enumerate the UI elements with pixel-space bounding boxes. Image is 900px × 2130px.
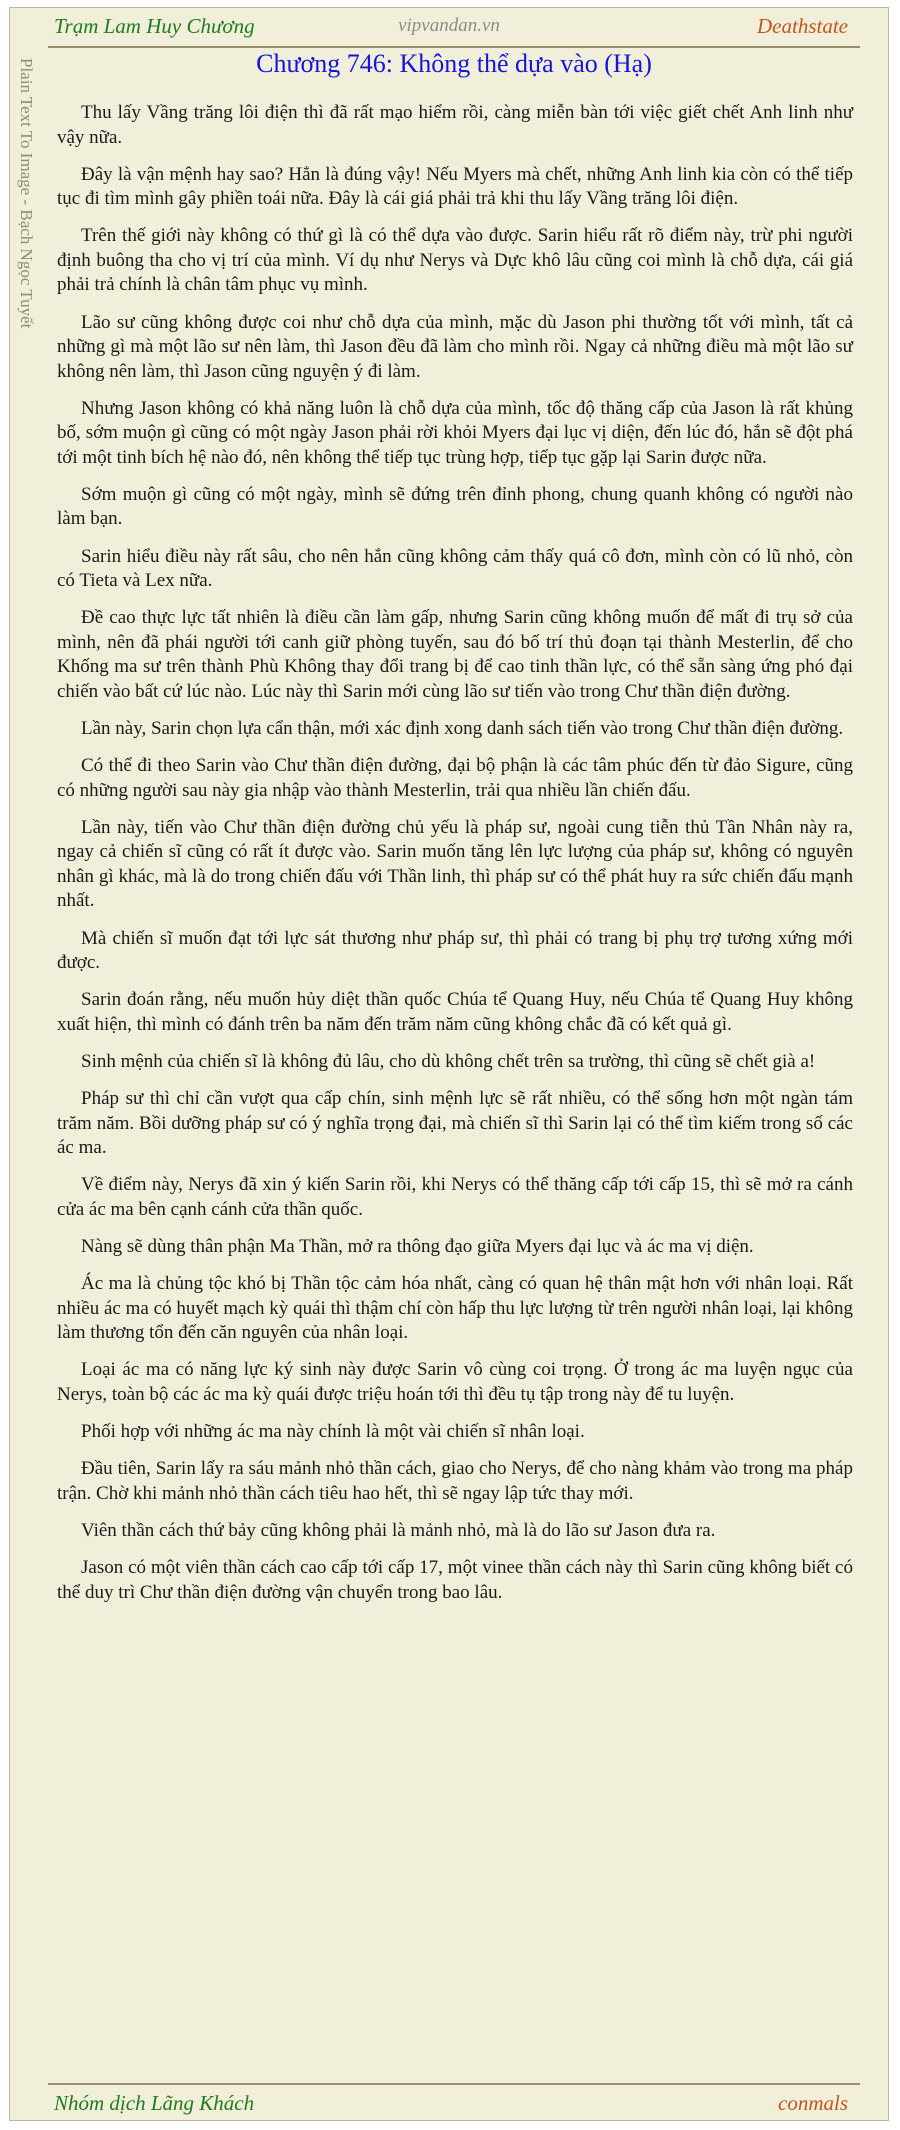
page-frame [9,7,889,2121]
paragraph: Thu lấy Vầng trăng lôi điện thì đã rất mạo hiểm rồi, càng miễn bàn tới việc giết chết Anh linh như vậy nữa. [57,102,853,148]
footer-divider [48,2083,860,2085]
paragraph: Viên thần cách thứ bảy cũng không phải là mảnh nhỏ, mà là do lão sư Jason đưa ra. [81,1519,716,1541]
paragraph: Sarin đoán rằng, nếu muốn hủy diệt thần quốc Chúa tể Quang Huy, nếu Chúa tể Quang Huy không xuất hiện, thì mình có đánh trên ba năm đến trăm năm cũng không chắc đã có kết quả gì. [57,989,853,1035]
header-right-text: Deathstate [757,14,848,38]
paragraph: Lão sư cũng không được coi như chỗ dựa của mình, mặc dù Jason phi thường tốt với mình, tất cả những gì mà một lão sư nên làm, thì Jason đều đã làm cho mình rồi. Ngay cả những điều mà một lão sư không nên làm, thì Jason cũng nguyện ý đi làm. [57,311,853,382]
paragraph: Có thể đi theo Sarin vào Chư thần điện đường, đại bộ phận là các tâm phúc đến từ đảo Sigure, cũng có những người sau này gia nhập vào thành Mesterlin, trải qua nhiều lần chiến đấu. [57,755,853,801]
footer-right-text: conmals [778,2091,848,2115]
paragraph: Đây là vận mệnh hay sao? Hẳn là đúng vậy! Nếu Myers mà chết, những Anh linh kia còn có thể tiếp tục đi tìm mình gây phiền toái nữa. Đây là cái giá phải trả khi thu lấy Vầng trăng lôi điện. [57,163,853,210]
page-header [10,8,888,46]
paragraph: Lần này, tiến vào Chư thần điện đường chủ yếu là pháp sư, ngoài cung tiễn thủ Tần Nhân này ra, ngay cả chiến sĩ cũng có rất ít được vào. Sarin muốn tăng lên lực lượng của pháp sư, không có nguyên nhân gì khác, mà là do trong chiến đấu với Thần linh, thì pháp sư có thể phát huy ra sức chiến đấu mạnh nhất. [57,816,853,912]
paragraph: Đầu tiên, Sarin lấy ra sáu mảnh nhỏ thần cách, giao cho Nerys, để cho nàng khảm vào trong ma pháp trận. Chờ khi mảnh nhỏ thần cách tiêu hao hết, thì sẽ ngay lập tức thay mới. [57,1458,853,1504]
paragraph: Sớm muộn gì cũng có một ngày, mình sẽ đứng trên đỉnh phong, chung quanh không có người nào làm bạn. [57,483,853,530]
paragraph: Mà chiến sĩ muốn đạt tới lực sát thương như pháp sư, thì phải có trang bị phụ trợ tương xứng mới được. [57,927,853,974]
paragraph: Sinh mệnh của chiến sĩ là không đủ lâu, cho dù không chết trên sa trường, thì cũng sẽ chết già a! [81,1050,816,1072]
paragraph: Loại ác ma có năng lực ký sinh này được Sarin vô cùng coi trọng. Ở trong ác ma luyện ngục của Nerys, toàn bộ các ác ma kỳ quái được triệu hoán tới thì đều tụ tập trong này để tu luyện. [57,1359,853,1405]
paragraph: Trên thế giới này không có thứ gì là có thể dựa vào được. Sarin hiểu rất rõ điểm này, trừ phi người định buông tha cho vị trí của mình. Ví dụ như Nerys và Dực khô lâu cũng coi mình là chỗ dựa, cái giá phải trả chính là chân tâm phục vụ mình. [57,225,853,296]
paragraph: Ác ma là chủng tộc khó bị Thần tộc cảm hóa nhất, càng có quan hệ thân mật hơn với nhân loại. Rất nhiều ác ma có huyết mạch kỳ quái thì thậm chí còn hấp thu lực lượng từ trên người nhân loại, lại không làm thương tổn đến căn nguyên của nhân loại. [57,1273,853,1344]
chapter-title: Chương 746: Không thể dựa vào (Hạ) [256,49,652,78]
paragraph: Jason có một viên thần cách cao cấp tới cấp 17, một vinee thần cách này thì Sarin cũng không biết có thể duy trì Chư thần điện đường vận chuyển trong bao lâu. [57,1557,853,1603]
paragraph: Sarin hiểu điều này rất sâu, cho nên hắn cũng không cảm thấy quá cô đơn, mình còn có lũ nhỏ, còn có Tieta và Lex nữa. [57,545,853,592]
paragraph: Đề cao thực lực tất nhiên là điều cần làm gấp, nhưng Sarin cũng không muốn để mất đi trụ sở của mình, nên đã phái người tới canh giữ phòng tuyến, sau đó bố trí thủ đoạn tại thành Mesterlin, để cho Khống ma sư trên thành Phù Không thay đổi trang bị để cao tinh thần lực, có thể sẵn sàng ứng phó đại chiến vào bất cứ lúc nào. Lúc này thì Sarin mới cùng lão sư tiến vào trong Chư thần điện đường. [57,607,853,702]
paragraph: Về điểm này, Nerys đã xin ý kiến Sarin rồi, khi Nerys có thể thăng cấp tới cấp 15, thì sẽ mở ra cánh cửa ác ma bên cạnh cánh cửa thần quốc. [57,1174,853,1220]
paragraph: Pháp sư thì chỉ cần vượt qua cấp chín, sinh mệnh lực sẽ rất nhiều, có thể sống hơn một ngàn tám trăm năm. Bồi dưỡng pháp sư có ý nghĩa trọng đại, mà chiến sĩ thì Sarin lại có thể tìm kiếm trong số các ác ma. [57,1088,853,1159]
paragraph: Nàng sẽ dùng thân phận Ma Thần, mở ra thông đạo giữa Myers đại lục và ác ma vị diện. [81,1236,754,1257]
header-divider [48,46,860,48]
side-watermark-text: Plain Text To Image - Bạch Ngọc Tuyết [17,58,36,329]
paragraph: Lần này, Sarin chọn lựa cẩn thận, mới xác định xong danh sách tiến vào trong Chư thần điện đường. [81,718,844,739]
paragraph: Phối hợp với những ác ma này chính là một vài chiến sĩ nhân loại. [81,1421,585,1443]
footer-left-text: Nhóm dịch Lãng Khách [54,2091,255,2115]
paragraph: Nhưng Jason không có khả năng luôn là chỗ dựa của mình, tốc độ thăng cấp của Jason là rất khủng bố, sớm muộn gì cũng có một ngày Jason phải rời khỏi Myers đại lục vị diện, đến lúc đó, hắn sẽ đột phá tới một tinh bích hệ nào đó, nên không thể tiếp tục trùng hợp, tiếp tục gặp lại Sarin được nữa. [57,397,853,468]
chapter-body [57,101,853,1618]
header-left-text: Trạm Lam Huy Chương [54,14,255,38]
header-site-text: vipvandan.vn [398,15,500,36]
